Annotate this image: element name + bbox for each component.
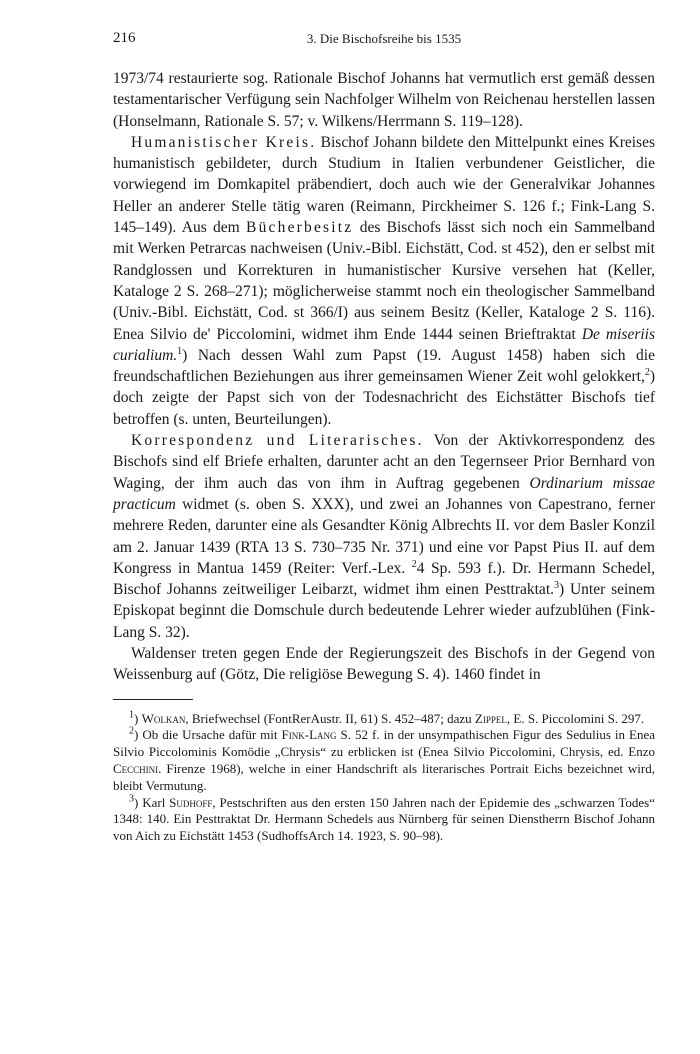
footnote-divider <box>113 699 193 700</box>
paragraph-correspondence-text-d: ) Unter seinem Episkopat beginnt die Domschule durch bedeutende Lehrer wieder aufzublühen (Fink-Lang S. 32). <box>113 581 655 641</box>
paragraph-humanist-circle <box>113 132 655 430</box>
paragraph-waldensians-text: Waldenser treten gegen Ende der Regierungszeit des Bischofs in der Gegend von Weissenburg auf (Götz, Die religiöse Bewegung S. 4). 1460 findet in <box>113 645 655 684</box>
work-title-ordinarium: Ordinarium missae practicum <box>113 474 655 513</box>
paragraph-humanist-text-a: Bischof Johann bildete den Mittelpunkt eines Kreises humanistisch gebildeter, durch Studium in Italien verbundener Geistlicher, die vorwiegend im Domkapitel präbendiert, doch auch wie der Generalvikar Johannes Heller an anderer Stelle tätig waren (Reimann, Pirckheimer S. 126 f.; Fink-Lang S. 145–149). Aus dem <box>113 133 655 237</box>
term-book-possession: Bücherbesitz <box>246 219 354 237</box>
footnote-3-mark: 3 <box>129 793 134 805</box>
section-heading-correspondence: Korrespondenz und Literarisches. <box>131 432 424 450</box>
author-wolkan: Wolkan <box>141 710 186 726</box>
footnote-3-text-a: Karl <box>138 794 170 810</box>
paragraph-correspondence-text-c: 4 Sp. 593 f.). Dr. Hermann Schedel, Bischof Johanns zeitweiliger Leibarzt, widmet ihm einen Pesttraktat. <box>113 559 656 599</box>
footnote-3: $^3$) Karl Sudhoff, Pestschriften aus den ersten 150 Jahren nach der Epidemie des „schwarzen Todes“ 1348: 140. Ein Pesttraktat Dr. Hermann Schedels aus Nürnberg für seinen Dienstherrn Bischof Johann von Aich zu Eichstätt 1453 (SudhoffsArch 14. 1923, S. 90–98). <box>113 793 655 844</box>
footnote-1-text-b: , E. S. Piccolomini S. 297. <box>506 710 645 726</box>
footnotes <box>113 711 655 845</box>
section-heading-humanist-circle: Humanistischer Kreis. <box>131 133 317 151</box>
footnote-2-mark: 2 <box>129 726 134 738</box>
footnote-2: $^2$) Ob die Ursache dafür mit Fink-Lang S. 52 f. in der unsympathischen Figur des Sedulius in Enea Silvio Piccolominis Komödie „Chrysis“ zu erblicken ist (Enea Silvio Piccolomini, Chrysis, ed. Enzo Cecchini. Firenze 1968), welche in einer Handschrift als literarisches Portrait Eichs bezeichnet wird, bleibt Vermutung. <box>113 726 655 793</box>
paragraph-humanist-text-b: des Bischofs lässt sich noch ein Sammelband mit Werken Petrarcas nachweisen (Univ.-Bibl. Eichstätt, Cod. st 452), den er selbst mit Randglossen und Korrekturen in humanistischer Kursive versehen hat (Keller, Kataloge 2 S. 268–271); möglicherweise stammt noch ein theologischer Sammelband (Univ.-Bibl. Eichstätt, Cod. st 366/I) aus seinem Besitz (Keller, Kataloge 2 S. 116). Enea Silvio de' Piccolomini, widmet ihm Ende 1444 seinen Brieftraktat <box>113 219 656 343</box>
edition-superscript: 2 <box>411 558 417 570</box>
footnote-3-text-b: , Pestschriften aus den ersten 150 Jahren nach der Epidemie des „schwarzen Todes“ 1348: 140. Ein Pesttraktat Dr. Hermann Schedels aus Nürnberg für seinen Dienstherrn Bischof Johann von Aich zu Eichstätt 1453 (SudhoffsArch 14. 1923, S. 90–98). <box>113 794 655 844</box>
footnote-2-text-b: S. 52 f. in der unsympathischen Figur des Sedulius in Enea Silvio Piccolominis Komödie „Chrysis“ zu erblicken ist (Enea Silvio Piccolomini, Chrysis, ed. Enzo <box>113 727 655 760</box>
author-sudhoff: Sudhoff <box>169 794 213 810</box>
footnote-ref-3: 3 <box>554 579 559 591</box>
footnote-1-mark: 1 <box>129 709 134 721</box>
book-page <box>113 30 655 845</box>
author-fink-lang: Fink-Lang <box>281 727 337 743</box>
running-head <box>113 30 655 52</box>
footnote-ref-1: 1 <box>177 345 183 357</box>
author-cecchini: Cecchini <box>113 761 159 776</box>
paragraph-waldensians <box>113 643 655 686</box>
footnote-2-text-c: . Firenze 1968), welche in einer Handschrift als literarisches Portrait Eichs bezeichnet wird, bleibt Vermutung. <box>113 761 655 793</box>
paragraph-humanist-text-c: ) Nach dessen Wahl zum Papst (19. August 1458) haben sich die freundschaftlichen Beziehungen aus ihrer gemeinsamen Wiener Zeit wohl gelokkert, <box>113 346 655 386</box>
paragraph-rationale <box>113 68 655 132</box>
work-title-de-miseriis: De miseriis curialium. <box>113 325 655 364</box>
footnote-1-text-a: , Briefwechsel (FontRerAustr. II, 61) S. 452–487; dazu <box>185 710 475 726</box>
page-number: 216 <box>113 30 136 46</box>
author-zippel: Zippel <box>474 710 507 726</box>
footnote-1: $^1$) Wolkan, Briefwechsel (FontRerAustr. II, 61) S. 452–487; dazu Zippel, E. S. Piccolomini S. 297. <box>129 709 645 726</box>
footnote-ref-2: 2 <box>644 367 650 378</box>
paragraph-humanist-text-d: ) doch zeigte der Papst sich von der Todesnachricht des Eichstätter Bischofs tief betroffen (s. unten, Beurteilungen). <box>113 368 655 428</box>
body-text <box>113 68 655 686</box>
paragraph-rationale-text: 1973/74 restaurierte sog. Rationale Bischof Johanns hat vermutlich erst gemäß dessen testamentarischer Verfügung sein Nachfolger Wilhelm von Reichenau herstellen lassen (Honselmann, Rationale S. 57; v. Wilkens/Herrmann S. 119–128). <box>113 70 655 130</box>
paragraph-correspondence-text-b: widmet (s. oben S. XXX), und zwei an Johannes von Capestrano, ferner mehrere Reden, darunter eine als Gesandter König Albrechts II. vor dem Basler Konzil am 2. Januar 1439 (RTA 13 S. 730–735 Nr. 371) und eine vor Papst Pius II. auf dem Kongress in Mantua 1459 (Reiter: Verf.-Lex. <box>113 495 655 577</box>
paragraph-correspondence-text-a: Von der Aktivkorrespondenz des Bischofs sind elf Briefe erhalten, darunter acht an den Tegernseer Prior Bernhard von Waging, der ihm auch das von ihm in Auftrag gegebenen <box>113 432 655 492</box>
footnote-2-text-a: Ob die Ursache dafür mit <box>138 727 282 743</box>
paragraph-correspondence <box>113 430 655 643</box>
running-title: 3. Die Bischofsreihe bis 1535 <box>306 31 462 46</box>
